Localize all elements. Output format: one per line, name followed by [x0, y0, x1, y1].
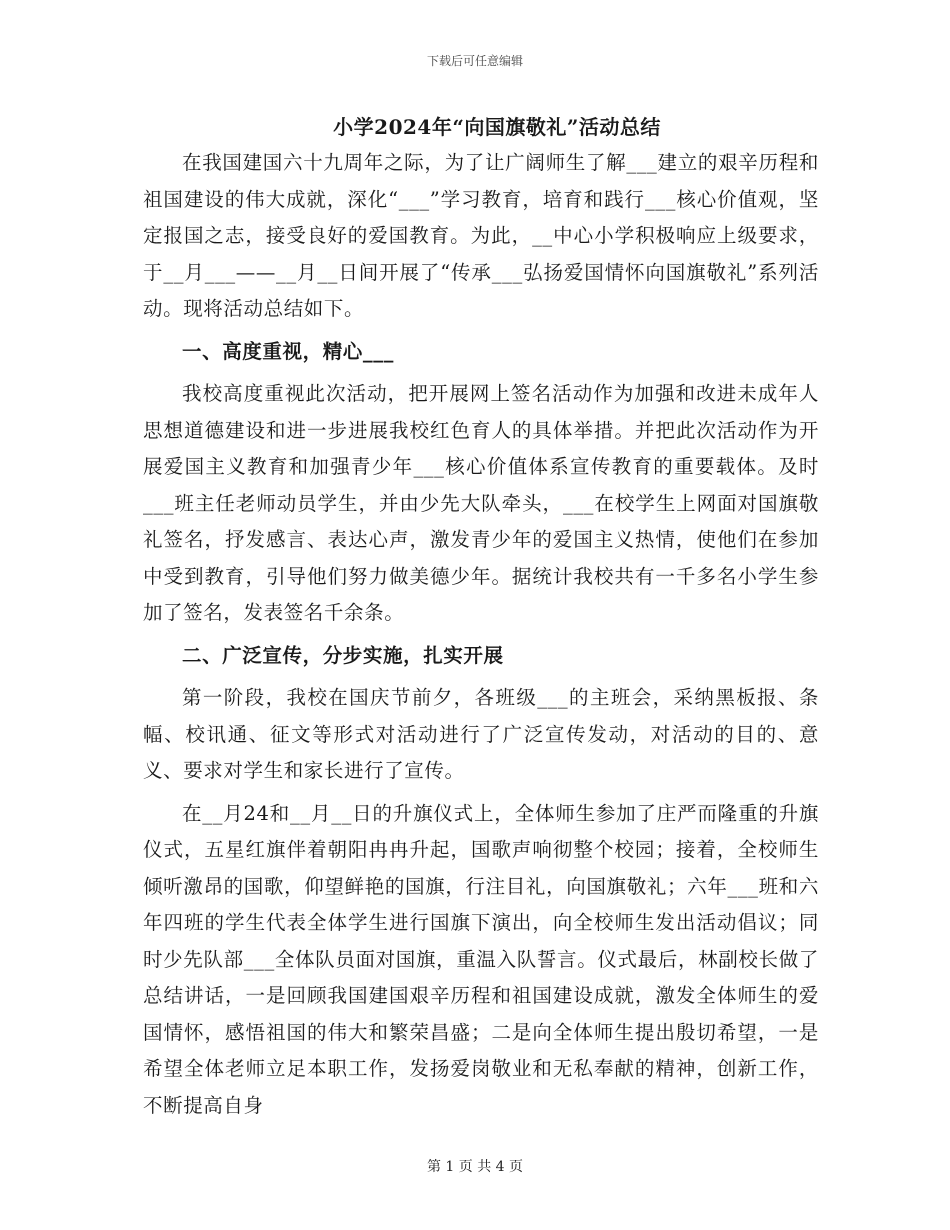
section1-paragraph: 我校高度重视此次活动，把开展网上签名活动作为加强和改进未成年人思想道德建设和进一步进展我校红色育人的具体举措。并把此次活动作为开展爱国主义教育和加强青少年___核心价值体系宣传教育的重要载体。及时___班主任老师动员学生，并由少先大队牵头，___在校学生上网面对国旗敬礼签名，抒发感言、表达心声，激发青少年的爱国主义热情，使他们在参加中受到教育，引导他们努力做美德少年。据统计我校共有一千多名小学生参加了签名，发表签名千余条。 [143, 382, 819, 624]
section2-paragraph-1: 第一阶段，我校在国庆节前夕，各班级___的主班会，采纳黑板报、条幅、校讯通、征文等形式对活动进行了广泛宣传发动，对活动的目的、意义、要求对学生和家长进行了宣传。 [143, 686, 819, 782]
section-heading-1: 一、高度重视，精心___ [182, 339, 394, 363]
header-note: 下载后可任意编辑 [426, 54, 523, 68]
section-heading-2: 二、广泛宣传，分步实施，扎实开展 [182, 643, 504, 667]
document-title: 小学2024年“向国旗敬礼”活动总结 [333, 115, 661, 139]
intro-paragraph: 在我国建国六十九周年之际，为了让广阔师生了解___建立的艰辛历程和祖国建设的伟大成就，深化“___”学习教育，培育和践行___核心价值观，坚定报国之志，接受良好的爱国教育。为此，__中心小学积极响应上级要求，于__月___——__月__日间开展了“传承___弘扬爱国情怀向国旗敬礼”系列活动。现将活动总结如下。 [143, 151, 819, 320]
document-body [143, 145, 819, 1124]
page-indicator: 第 1 页 共 4 页 [426, 1159, 524, 1175]
section2-paragraph-2: 在__月24和__月__日的升旗仪式上，全体师生参加了庄严而隆重的升旗仪式，五星红旗伴着朝阳冉冉升起，国歌声响彻整个校园；接着，全校师生倾听激昂的国歌，仰望鲜艳的国旗，行注目礼，向国旗敬礼；六年___班和六年四班的学生代表全体学生进行国旗下演出，向全校师生发出活动倡议；同时少先队部___全体队员面对国旗，重温入队誓言。仪式最后，林副校长做了总结讲话，一是回顾我国建国艰辛历程和祖国建设成就，激发全体师生的爱国情怀，感悟祖国的伟大和繁荣昌盛；二是向全体师生提出殷切希望，一是希望全体老师立足本职工作，发扬爱岗敬业和无私奉献的精神，创新工作，不断提高自身 [143, 801, 819, 1117]
